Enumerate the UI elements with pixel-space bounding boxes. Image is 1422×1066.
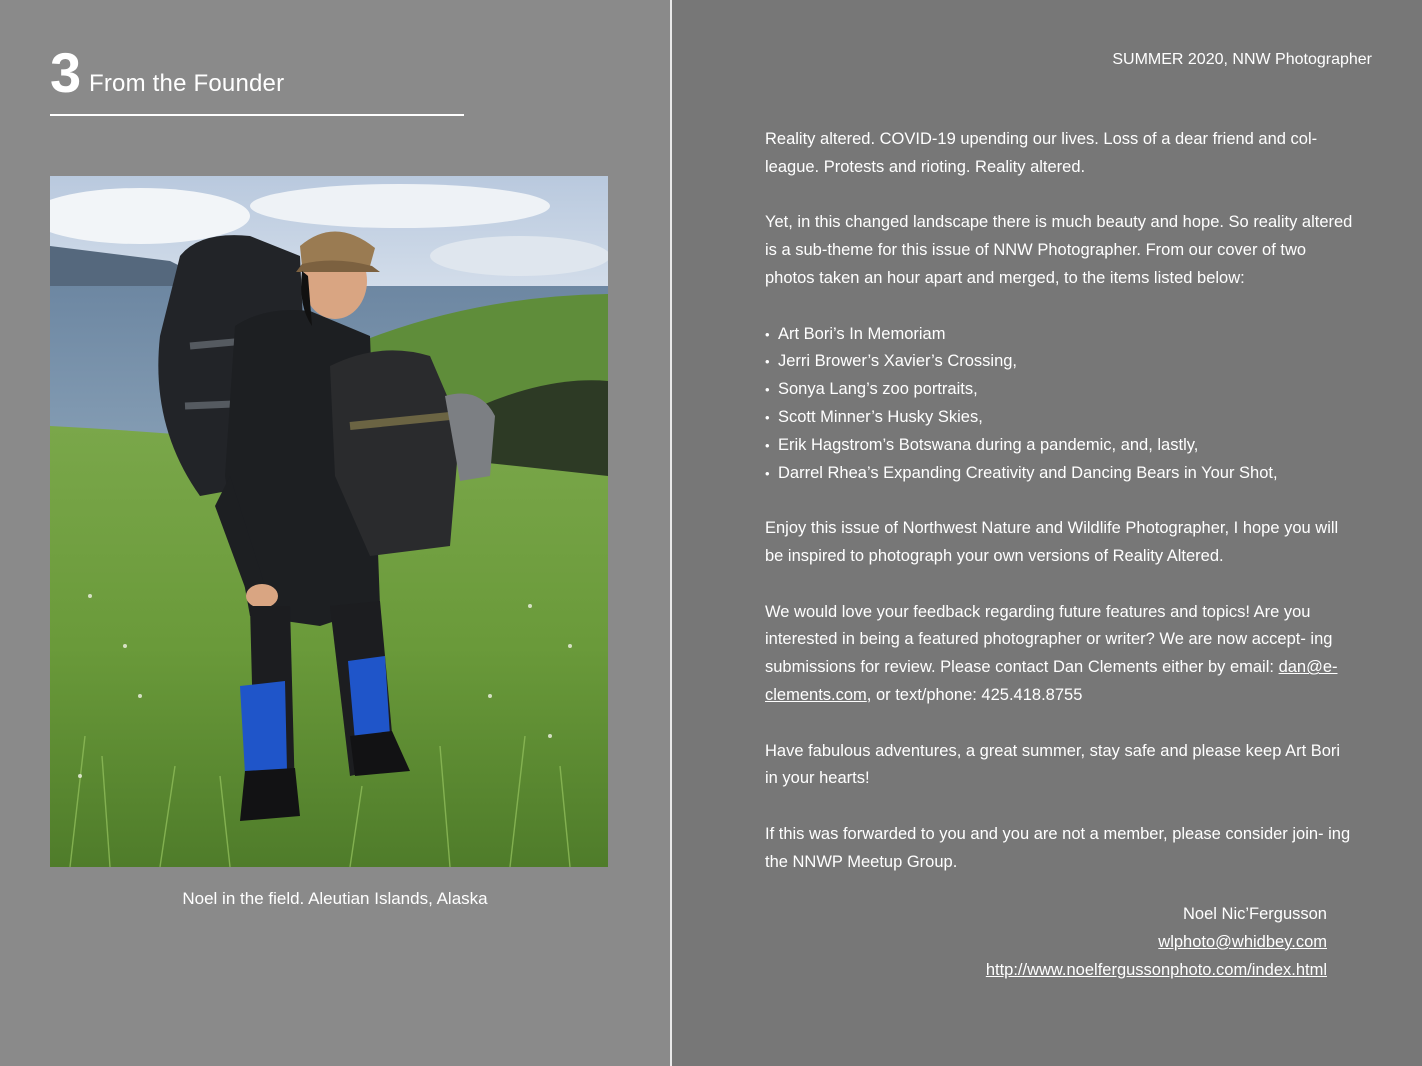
- paragraph-4-tail: , or text/phone: 425.418.8755: [866, 685, 1083, 704]
- photo-caption: Noel in the field. Aleutian Islands, Alaska: [182, 889, 488, 908]
- left-page: [0, 0, 670, 1066]
- dan-email-link[interactable]: dan@e-clements.com: [765, 658, 1338, 704]
- list-item: • Jerri Brower’s Xavier’s Crossing,: [765, 348, 1355, 376]
- list-item: • Sonya Lang’s zoo portraits,: [765, 376, 1355, 404]
- list-item: • Darrel Rhea’s Expanding Creativity and Dancing Bears in Your Shot,: [765, 460, 1355, 488]
- paragraph-4-text: We would love your feedback regarding future features and topics! Are you interested in being a featured photographer or writer? We are now accept- ing submissions for review. Please contact Dan Clements either by email:: [765, 602, 1333, 677]
- founder-photo: [50, 176, 608, 867]
- list-item: • Erik Hagstrom’s Botswana during a pandemic, and, lastly,: [765, 432, 1355, 460]
- paragraph-3: Enjoy this issue of Northwest Nature and Wildlife Photographer, I hope you will be inspired to photograph your own versions of Reality Altered.: [765, 519, 1339, 565]
- issue-items-list: [765, 321, 1355, 488]
- letter-body: [765, 126, 1355, 904]
- signature-name: Noel Nic’Fergusson: [1183, 905, 1327, 923]
- paragraph-2: Yet, in this changed landscape there is much beauty and hope. So reality altered is a sub-theme for this issue of NNW Photographer. From our cover of two photos taken an hour apart and merged, to the items listed below:: [765, 213, 1353, 287]
- signature-email-link[interactable]: wlphoto@whidbey.com: [1158, 932, 1327, 951]
- paragraph-5: Have fabulous adventures, a great summer, stay safe and please keep Art Bori in your hearts!: [765, 741, 1341, 788]
- list-item: • Scott Minner’s Husky Skies,: [765, 404, 1355, 432]
- section-number: 3: [50, 41, 82, 104]
- paragraph-1: Reality altered. COVID-19 upending our lives. Loss of a dear friend and col- league. Protests and rioting. Reality altered.: [765, 130, 1318, 176]
- signature-website-link[interactable]: http://www.noelfergussonphoto.com/index.html: [985, 960, 1327, 979]
- section-header: [50, 40, 464, 116]
- paragraph-4: [765, 599, 1355, 710]
- list-item: • Art Bori’s In Memoriam: [765, 321, 1355, 349]
- section-title: From the Founder: [89, 70, 285, 97]
- signature-block: [986, 901, 1327, 984]
- running-header: SUMMER 2020, NNW Photographer: [1112, 51, 1372, 68]
- paragraph-6: If this was forwarded to you and you are not a member, please consider join- ing the NNWP Meetup Group.: [765, 824, 1351, 871]
- right-page: [672, 0, 1422, 1066]
